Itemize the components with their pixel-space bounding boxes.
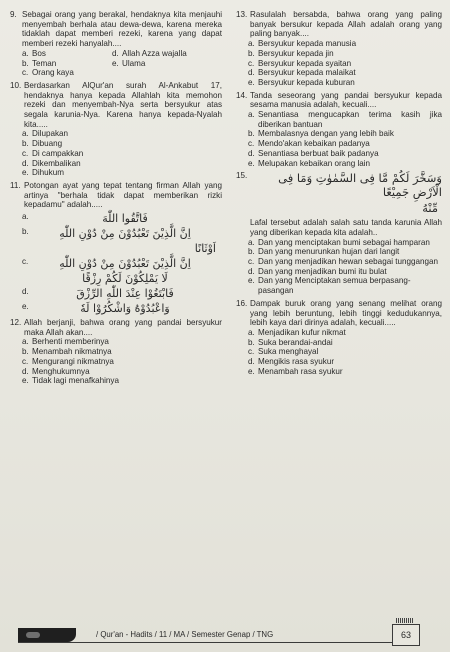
- options: [248, 110, 442, 168]
- option-c[interactable]: c. Di campakkan: [22, 148, 84, 158]
- option-e[interactable]: e. Dihukum: [22, 168, 64, 178]
- option-b[interactable]: b. Bersyukur kepada jin: [248, 48, 334, 58]
- arabic-verse-continued: مِّنْهُ: [422, 201, 438, 216]
- options: [22, 49, 222, 78]
- footer-subject-label: / Qur'an - Hadits / 11 / MA / Semester Genap / TNG: [96, 630, 274, 639]
- question-15: [236, 171, 442, 296]
- option-a[interactable]: a. فَاتَّقُوا اللّٰهَ: [22, 212, 222, 225]
- question-text: Tanda seseorang yang pandai bersyukur kepada sesama manusia adalah, kecuali....: [250, 90, 442, 110]
- question-14: [236, 91, 442, 169]
- options: [22, 129, 222, 178]
- option-c-continued: [22, 272, 222, 285]
- arabic-options: [22, 212, 222, 315]
- option-a[interactable]: a. Dilupakan: [22, 129, 68, 139]
- question-12: [10, 318, 222, 386]
- option-c[interactable]: c. اِنَّ الَّذِيْنَ تَعْبُدُوْنَ مِنْ دُوْنِ اللّٰهِ: [22, 257, 222, 270]
- option-a[interactable]: a. Dan yang menciptakan bumi sebagai hamparan: [248, 237, 430, 247]
- options: [248, 328, 442, 377]
- question-number: 15.: [236, 171, 248, 181]
- option-b[interactable]: b. اِنَّ الَّذِيْنَ تَعْبُدُوْنَ مِنْ دُوْنِ اللّٰهِ: [22, 227, 222, 240]
- question-number: 9.: [10, 10, 17, 19]
- option-c[interactable]: c. Mengurangi nikmatnya: [22, 356, 114, 366]
- question-number: 13.: [236, 10, 248, 19]
- arabic-text: اِنَّ الَّذِيْنَ تَعْبُدُوْنَ مِنْ دُوْنِ اللّٰهِ: [59, 257, 191, 271]
- arabic-text: وَاعْبُدُوْهُ وَاشْكُرُوْا لَهٗ: [80, 302, 170, 316]
- option-b[interactable]: b. Suka berandai-andai: [248, 337, 333, 347]
- page-number: 63: [392, 624, 420, 646]
- options: [22, 337, 222, 386]
- option-a[interactable]: a. Menjadikan kufur nikmat: [248, 327, 346, 337]
- option-d[interactable]: d. Mengikis rasa syukur: [248, 357, 335, 367]
- option-b[interactable]: b. Dan yang menurunkan hujan dari langit: [248, 247, 400, 257]
- option-c[interactable]: c. Suka menghayal: [248, 347, 319, 357]
- option-a[interactable]: a. Berhenti memberinya: [22, 337, 109, 347]
- option-d[interactable]: d. Senantiasa berbuat baik padanya: [248, 148, 379, 158]
- option-a[interactable]: a. Bos: [22, 48, 46, 58]
- arabic-text: اَوْثَانًا: [194, 242, 216, 256]
- question-10: [10, 81, 222, 178]
- option-e[interactable]: e. وَاعْبُدُوْهُ وَاشْكُرُوْا لَهٗ: [22, 302, 222, 315]
- left-column: [10, 10, 222, 389]
- question-text: Potongan ayat yang tepat tentang firman Allah yang artinya "berhala tidak dapat memberikan rizki kepadamu" adalah.....: [24, 180, 222, 210]
- option-a[interactable]: a. Senantiasa mengucapkan terima kasih jika diberikan bantuan: [248, 110, 442, 129]
- option-c[interactable]: c. Mendo'akan kebaikan padanya: [248, 139, 370, 149]
- option-b[interactable]: b. Dibuang: [22, 139, 63, 149]
- footer-tab: [18, 628, 76, 642]
- option-d[interactable]: d. Bersyukur kepada malaikat: [248, 68, 356, 78]
- question-number: 12.: [10, 318, 22, 328]
- question-13: [236, 10, 442, 88]
- option-c[interactable]: c. Bersyukur kepada syaitan: [248, 58, 352, 68]
- option-e[interactable]: e. Bersyukur kepada kuburan: [248, 77, 355, 87]
- option-d[interactable]: d. Allah Azza wajalla: [112, 48, 187, 58]
- question-text: Berdasarkan AlQur'an surah Al-Ankabut 17, hendaknya hanya kepada Allahlah kita memohon rezeki dan menyembah-Nya serta bersyukur atas segala karunia-Nya. Karena hanya kepada-Nyalah kita.....: [24, 80, 222, 129]
- page-footer: [0, 622, 450, 652]
- question-16: [236, 299, 442, 377]
- question-number: 11.: [10, 180, 21, 190]
- question-text: Rasulalah bersabda, bahwa orang yang paling banyak bersukur kepada Allah adalah orang yang paling banyak....: [250, 10, 442, 39]
- question-number: 10.: [10, 80, 22, 90]
- option-b[interactable]: b. Menambah nikmatnya: [22, 347, 112, 357]
- option-b-continued: [22, 242, 222, 255]
- barcode-icon: [396, 618, 414, 623]
- option-e[interactable]: e. Dan yang Menciptakan semua berpasang-pasangan: [248, 276, 411, 296]
- option-a[interactable]: a. Bersyukur kepada manusia: [248, 39, 357, 49]
- question-11: [10, 181, 222, 315]
- question-number: 14.: [236, 90, 248, 100]
- option-d[interactable]: d. Dan yang menjadikan bumi itu bulat: [248, 266, 387, 276]
- question-9: [10, 10, 222, 78]
- option-e[interactable]: e. Melupakan kebaikan orang lain: [248, 158, 371, 168]
- arabic-text: فَاتَّقُوا اللّٰهَ: [102, 212, 148, 226]
- option-e[interactable]: e. Tidak lagi menafkahinya: [22, 376, 119, 386]
- option-c[interactable]: c. Orang kaya: [22, 68, 74, 78]
- option-e[interactable]: e. Menambah rasa syukur: [248, 366, 343, 376]
- option-d[interactable]: d. Menghukumnya: [22, 366, 90, 376]
- option-c[interactable]: c. Dan yang menjadikan hewan sebagai tunggangan: [248, 257, 438, 267]
- option-b[interactable]: b. Membalasnya dengan yang lebih baik: [248, 129, 394, 139]
- arabic-text: اِنَّ الَّذِيْنَ تَعْبُدُوْنَ مِنْ دُوْنِ اللّٰهِ: [59, 227, 191, 241]
- arabic-text: فَابْتَغُوْا عِنْدَ اللّٰهِ الرِّزْقَ: [76, 287, 174, 301]
- right-column: [236, 10, 442, 380]
- option-e[interactable]: e. Ulama: [112, 58, 146, 68]
- options: [248, 238, 442, 296]
- option-d[interactable]: d. فَابْتَغُوْا عِنْدَ اللّٰهِ الرِّزْقَ: [22, 287, 222, 300]
- question-text: Dampak buruk orang yang senang melihat orang yang lebih beruntung, lebih tinggi kedudukannya, lebih kaya dari dirinya adalah, kecuali.....: [250, 298, 442, 328]
- question-number: 16.: [236, 298, 248, 308]
- arabic-text: لَا يَمْلِكُوْنَ لَكُمْ رِزْقًا: [82, 272, 168, 286]
- option-b[interactable]: b. Teman: [22, 58, 57, 68]
- footer-decoration-icon: [26, 632, 40, 638]
- option-d[interactable]: d. Dikembalikan: [22, 158, 81, 168]
- question-text: Lafal tersebut adalah salah satu tanda karunia Allah yang diberikan kepada kita adalah..: [250, 218, 442, 237]
- question-text: Sebagai orang yang berakal, hendaknya kita menjauhi menyembah berhala atau dewa-dewa, karena mereka tidaklah dapat memberi rezeki, karena yang dapat memberi rezeki hanyalah....: [22, 10, 222, 49]
- arabic-verse: وَسَخَّرَ لَكُمْ مَّا فِى السَّمٰوٰتِ وَمَا فِى الْاَرْضِ جَمِيْعًا: [278, 171, 442, 200]
- question-text: Allah berjanji, bahwa orang yang pandai bersyukur maka Allah akan....: [24, 318, 222, 337]
- options: [248, 39, 442, 88]
